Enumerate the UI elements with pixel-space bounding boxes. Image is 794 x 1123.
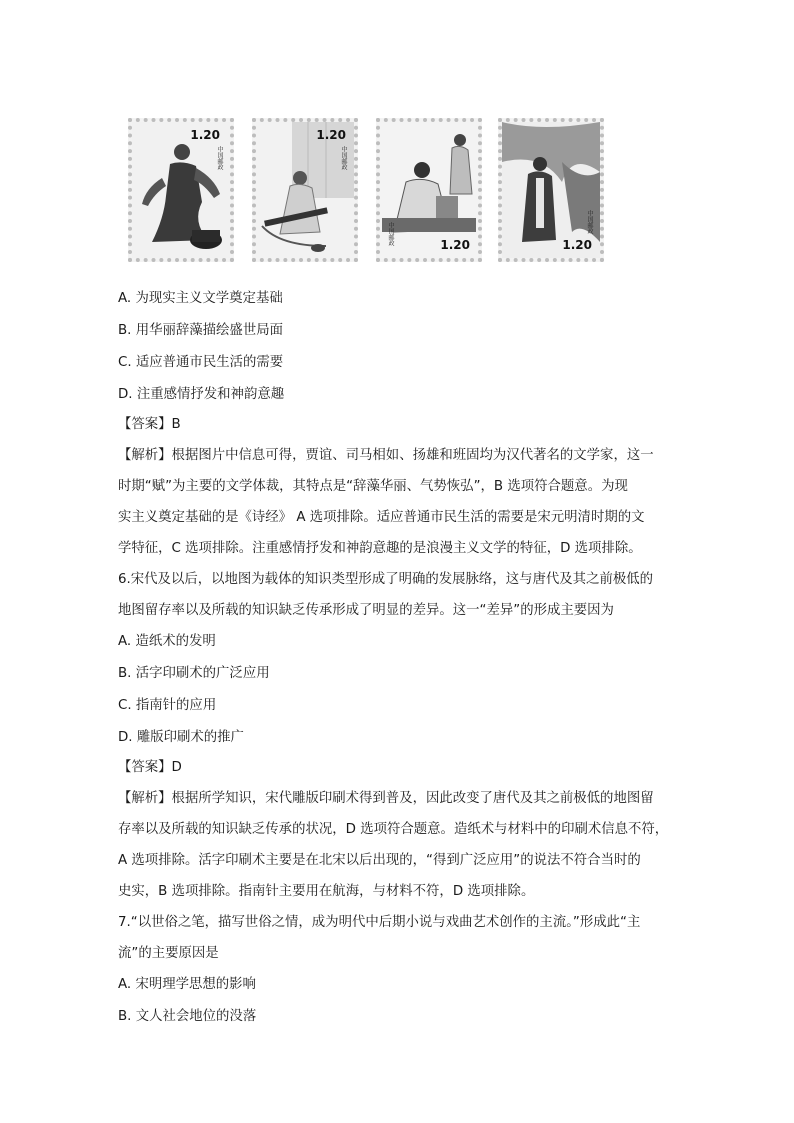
stamp-denomination: 1.20 (440, 238, 470, 252)
q6-analysis-line: 存率以及所载的知识缺乏传承的状况，D 选项符合题意。造纸术与材料中的印刷术信息不符， (118, 822, 669, 837)
q5-analysis-line: 学特征，C 选项排除。注重感情抒发和神韵意趣的是浪漫主义文学的特征，D 选项排除。 (118, 541, 642, 556)
q6-option-d: D. 雕版印刷术的推广 (118, 730, 244, 745)
q6-option-b: B. 活字印刷术的广泛应用 (118, 666, 270, 681)
q5-option-a: A. 为现实主义文学奠定基础 (118, 291, 283, 306)
q6-answer: 【答案】D (118, 760, 182, 775)
stamp-postname: 中国邮政 (586, 210, 593, 234)
q5-analysis-line: 【解析】根据图片中信息可得，贾谊、司马相如、扬雄和班固均为汉代著名的文学家，这一 (118, 448, 654, 463)
stamp-postname: 中国邮政 (216, 146, 223, 170)
q7-option-a: A. 宋明理学思想的影响 (118, 977, 256, 992)
q6-analysis-line: 【解析】根据所学知识，宋代雕版印刷术得到普及，因此改变了唐代及其之前极低的地图留 (118, 791, 654, 806)
q5-option-b: B. 用华丽辞藻描绘盛世局面 (118, 323, 283, 338)
figure-illustration (132, 122, 230, 258)
q5-option-c: C. 适应普通市民生活的需要 (118, 355, 284, 370)
stamp-postname: 中国邮政 (387, 222, 394, 246)
stamp-denomination: 1.20 (316, 128, 346, 142)
stamp-sima-xiangru (252, 118, 358, 262)
stamp-yang-xiong (376, 118, 482, 262)
stamp-postname: 中国邮政 (340, 146, 347, 170)
q5-option-d: D. 注重感情抒发和神韵意趣 (118, 387, 285, 402)
q7-stem-line: 流”的主要原因是 (118, 946, 219, 961)
stamp-denomination: 1.20 (562, 238, 592, 252)
q6-option-a: A. 造纸术的发明 (118, 634, 216, 649)
stamp-jia-yi (128, 118, 234, 262)
q6-stem-line: 地图留存率以及所载的知识缺乏传承形成了明显的差异。这一“差异”的形成主要因为 (118, 603, 614, 618)
q7-option-b: B. 文人社会地位的没落 (118, 1009, 257, 1024)
q5-analysis-line: 实主义奠定基础的是《诗经》 A 选项排除。适应普通市民生活的需要是宋元明清时期的文 (118, 510, 645, 525)
q7-stem-line: 7.“以世俗之笔，描写世俗之情，成为明代中后期小说与戏曲艺术创作的主流。”形成此“主 (118, 915, 641, 930)
q6-stem-line: 6.宋代及以后，以地图为载体的知识类型形成了明确的发展脉络，这与唐代及其之前极低的 (118, 572, 654, 587)
stamp-denomination: 1.20 (190, 128, 220, 142)
q5-analysis-line: 时期“赋”为主要的文学体裁，其特点是“辞藻华丽、气势恢弘”，B 选项符合题意。为现 (118, 479, 628, 494)
stamp-ban-gu (498, 118, 604, 262)
q6-analysis-line: 史实，B 选项排除。指南针主要用在航海，与材料不符，D 选项排除。 (118, 884, 535, 899)
q6-option-c: C. 指南针的应用 (118, 698, 217, 713)
stamp-images (128, 118, 608, 266)
q5-answer: 【答案】B (118, 417, 181, 432)
figure-illustration (256, 122, 354, 258)
q6-analysis-line: A 选项排除。活字印刷术主要是在北宋以后出现的，“得到广泛应用”的说法不符合当时的 (118, 853, 641, 868)
